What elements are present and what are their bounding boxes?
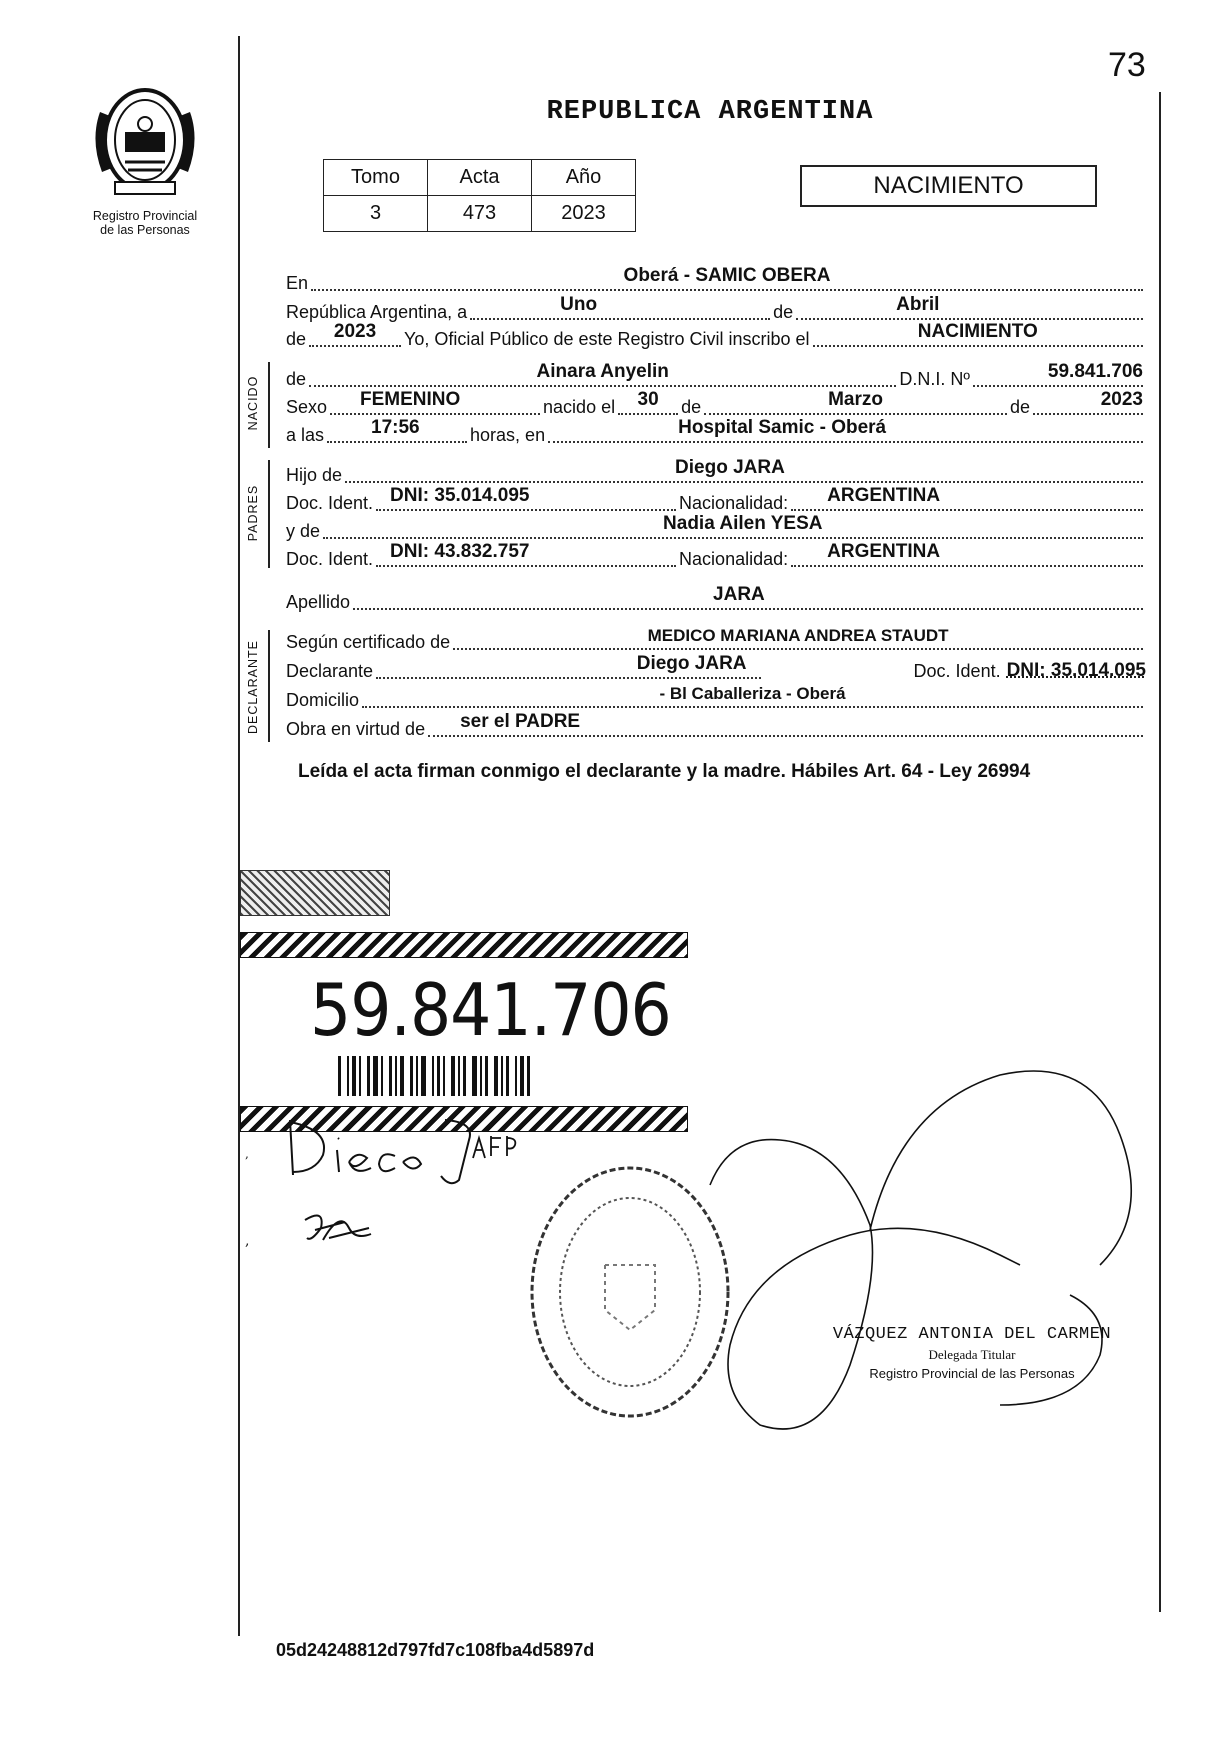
header-anio: Año	[532, 160, 636, 196]
value-day: Uno	[560, 294, 598, 315]
field-birth-day	[618, 390, 678, 420]
registry-caption-line1: Registro Provincial	[92, 209, 198, 223]
official-signature	[700, 1045, 1160, 1465]
field-hour	[327, 418, 467, 448]
value-child-name: Ainara Anyelin	[536, 361, 669, 382]
header-tomo: Tomo	[324, 160, 428, 196]
value-mother-nat: ARGENTINA	[827, 541, 941, 562]
field-child-name	[309, 362, 896, 392]
svg-text:,: ,	[245, 1233, 250, 1249]
barcode-bar	[520, 1056, 524, 1096]
value-child-dni: 59.841.706	[1047, 361, 1143, 382]
label-obra: Obra en virtud de	[286, 719, 426, 739]
value-mother: Nadia Ailen YESA	[663, 513, 823, 534]
padres-bracket	[268, 460, 270, 568]
row-nacido-name	[286, 362, 1146, 392]
id-number: 59.841.706	[310, 968, 671, 1052]
value-sexo: FEMENINO	[360, 389, 461, 410]
row-hijo-de	[286, 458, 1146, 488]
value-acta: 473	[428, 196, 532, 232]
label-de-birth-month: de	[681, 397, 702, 417]
section-label-nacido: NACIDO	[246, 375, 260, 431]
section-label-padres: PADRES	[246, 484, 260, 542]
barcode-bar	[494, 1056, 498, 1096]
value-hour: 17:56	[371, 417, 420, 438]
security-hologram	[240, 870, 390, 916]
field-birth-year	[1033, 390, 1143, 420]
page-number: 73	[1108, 46, 1146, 84]
field-mother-doc	[376, 542, 676, 572]
document-title: REPUBLICA ARGENTINA	[546, 97, 874, 127]
barcode-bar	[389, 1056, 392, 1096]
label-de-month: de	[773, 302, 794, 322]
label-de-birth-year: de	[1009, 397, 1030, 417]
label-y-de: y de	[286, 521, 321, 541]
label-mother-doc: Doc. Ident.	[286, 549, 374, 569]
barcode-bar	[395, 1056, 397, 1096]
field-mother-nat	[791, 542, 1143, 572]
barcode-bar	[410, 1056, 413, 1096]
field-father-doc	[376, 486, 676, 516]
value-birth-day: 30	[637, 389, 659, 410]
row-obra	[286, 712, 1146, 742]
field-birth-place	[548, 418, 1143, 448]
label-horas: horas, en	[470, 425, 546, 445]
label-nacido-de: de	[286, 369, 307, 389]
value-inscribo: NACIMIENTO	[917, 321, 1038, 342]
value-declarante: Diego JARA	[636, 653, 747, 674]
barcode-bar	[506, 1056, 509, 1096]
field-apellido	[353, 585, 1143, 615]
row-declarante	[286, 654, 1146, 684]
field-birth-month	[704, 390, 1007, 420]
left-margin-line	[238, 36, 240, 1636]
id-barcode	[338, 1056, 688, 1096]
label-en: En	[286, 273, 309, 293]
barcode-bar	[485, 1056, 488, 1096]
value-father: Diego JARA	[675, 457, 785, 478]
declarante-bracket	[268, 630, 270, 742]
official-block	[822, 1325, 1122, 1381]
row-apellido	[286, 585, 1146, 615]
label-father-nat: Nacionalidad:	[679, 493, 789, 513]
registry-table	[323, 159, 636, 232]
row-mother-doc	[286, 542, 1146, 572]
label-sexo: Sexo	[286, 397, 328, 417]
label-father-doc: Doc. Ident.	[286, 493, 374, 513]
header-acta: Acta	[428, 160, 532, 196]
barcode-bar	[367, 1056, 370, 1096]
label-republica: República Argentina, a	[286, 302, 468, 322]
value-en: Oberá - SAMIC OBERA	[623, 265, 831, 286]
field-domicilio	[362, 683, 1143, 713]
field-en	[311, 266, 1143, 296]
barcode-bar	[432, 1056, 434, 1096]
barcode-bar	[437, 1056, 440, 1096]
field-mother	[323, 514, 1143, 544]
field-day	[470, 295, 770, 325]
label-hijo-de: Hijo de	[286, 465, 343, 485]
registry-caption	[70, 209, 220, 237]
barcode-bar	[400, 1056, 404, 1096]
value-birth-place: Hospital Samic - Oberá	[678, 417, 887, 438]
field-cert	[453, 625, 1143, 655]
field-father-nat	[791, 486, 1143, 516]
value-cert: MEDICO MARIANA ANDREA STAUDT	[647, 626, 949, 645]
closing-statement: Leída el acta firman conmigo el declarante y la madre. Hábiles Art. 64 - Ley 26994	[298, 761, 1031, 782]
field-father	[345, 458, 1143, 488]
row-en	[286, 266, 1146, 296]
field-child-dni	[973, 362, 1143, 392]
registry-table-header-row	[324, 160, 636, 196]
value-domicilio: - Bl Caballeriza - Oberá	[659, 684, 846, 703]
value-year: 2023	[333, 321, 377, 342]
official-role: Delegada Titular	[928, 1347, 1016, 1362]
value-father-nat: ARGENTINA	[827, 485, 941, 506]
value-anio: 2023	[532, 196, 636, 232]
barcode-bar	[373, 1056, 378, 1096]
value-mother-doc: DNI: 43.832.757	[390, 541, 530, 562]
value-tomo: 3	[324, 196, 428, 232]
row-y-de	[286, 514, 1146, 544]
barcode-bar	[451, 1056, 455, 1096]
barcode-bar	[347, 1056, 349, 1096]
field-sexo	[330, 390, 540, 420]
field-declarante	[376, 654, 760, 684]
label-domicilio: Domicilio	[286, 690, 360, 710]
province-shield-icon	[90, 82, 200, 200]
field-obra	[428, 712, 1143, 742]
label-de-year: de	[286, 329, 307, 349]
row-segun	[286, 625, 1146, 655]
declarant-signature	[245, 1110, 535, 1260]
registry-seal	[525, 1160, 735, 1425]
row-father-doc	[286, 486, 1146, 516]
barcode-bar	[463, 1056, 466, 1096]
barcode-bar	[421, 1056, 426, 1096]
label-segun: Según certificado de	[286, 632, 451, 652]
value-declarante-doc: DNI: 35.014.095	[1006, 660, 1146, 681]
label-declarante: Declarante	[286, 661, 374, 681]
security-stripe-top	[240, 932, 688, 958]
field-inscribo	[813, 322, 1143, 352]
barcode-bar	[480, 1056, 482, 1096]
value-obra: ser el PADRE	[460, 711, 581, 732]
province-logo	[70, 82, 220, 237]
barcode-bar	[359, 1056, 361, 1096]
barcode-bar	[458, 1056, 460, 1096]
barcode-bar	[472, 1056, 477, 1096]
barcode-bar	[443, 1056, 445, 1096]
registry-table-value-row	[324, 196, 636, 232]
barcode-bar	[381, 1056, 383, 1096]
value-birth-month: Marzo	[828, 389, 883, 410]
row-hora	[286, 418, 1146, 448]
label-dni: D.N.I. Nº	[899, 369, 970, 389]
barcode-bar	[338, 1056, 341, 1096]
section-label-declarante: DECLARANTE	[246, 639, 260, 735]
barcode-bar	[527, 1056, 530, 1096]
row-sexo	[286, 390, 1146, 420]
label-yo: Yo, Oficial Público de este Registro Civil inscribo el	[404, 329, 810, 349]
row-domicilio	[286, 683, 1146, 713]
value-apellido: JARA	[713, 584, 765, 605]
value-father-doc: DNI: 35.014.095	[390, 485, 530, 506]
barcode-bar	[501, 1056, 503, 1096]
barcode-bar	[515, 1056, 517, 1096]
label-nacido-el: nacido el	[543, 397, 616, 417]
label-mother-nat: Nacionalidad:	[679, 549, 789, 569]
document-hash: 05d24248812d797fd7c108fba4d5897d	[276, 1640, 595, 1660]
barcode-bar	[416, 1056, 418, 1096]
row-inscribo	[286, 322, 1146, 352]
value-birth-year: 2023	[1100, 389, 1143, 410]
barcode-bar	[352, 1056, 356, 1096]
value-month: Abril	[896, 294, 940, 315]
label-a-las: a las	[286, 425, 325, 445]
official-org: Registro Provincial de las Personas	[869, 1366, 1075, 1381]
label-declarante-doc: Doc. Ident.	[913, 661, 1001, 681]
record-type-box: NACIMIENTO	[800, 165, 1097, 207]
official-name: VÁZQUEZ ANTONIA DEL CARMEN	[832, 1325, 1112, 1344]
registry-caption-line2: de las Personas	[100, 223, 190, 237]
signature-mark-1: ,	[245, 1147, 249, 1161]
field-year	[309, 322, 401, 352]
id-number-block	[240, 932, 688, 1132]
nacido-bracket	[268, 362, 270, 448]
label-apellido: Apellido	[286, 592, 351, 612]
